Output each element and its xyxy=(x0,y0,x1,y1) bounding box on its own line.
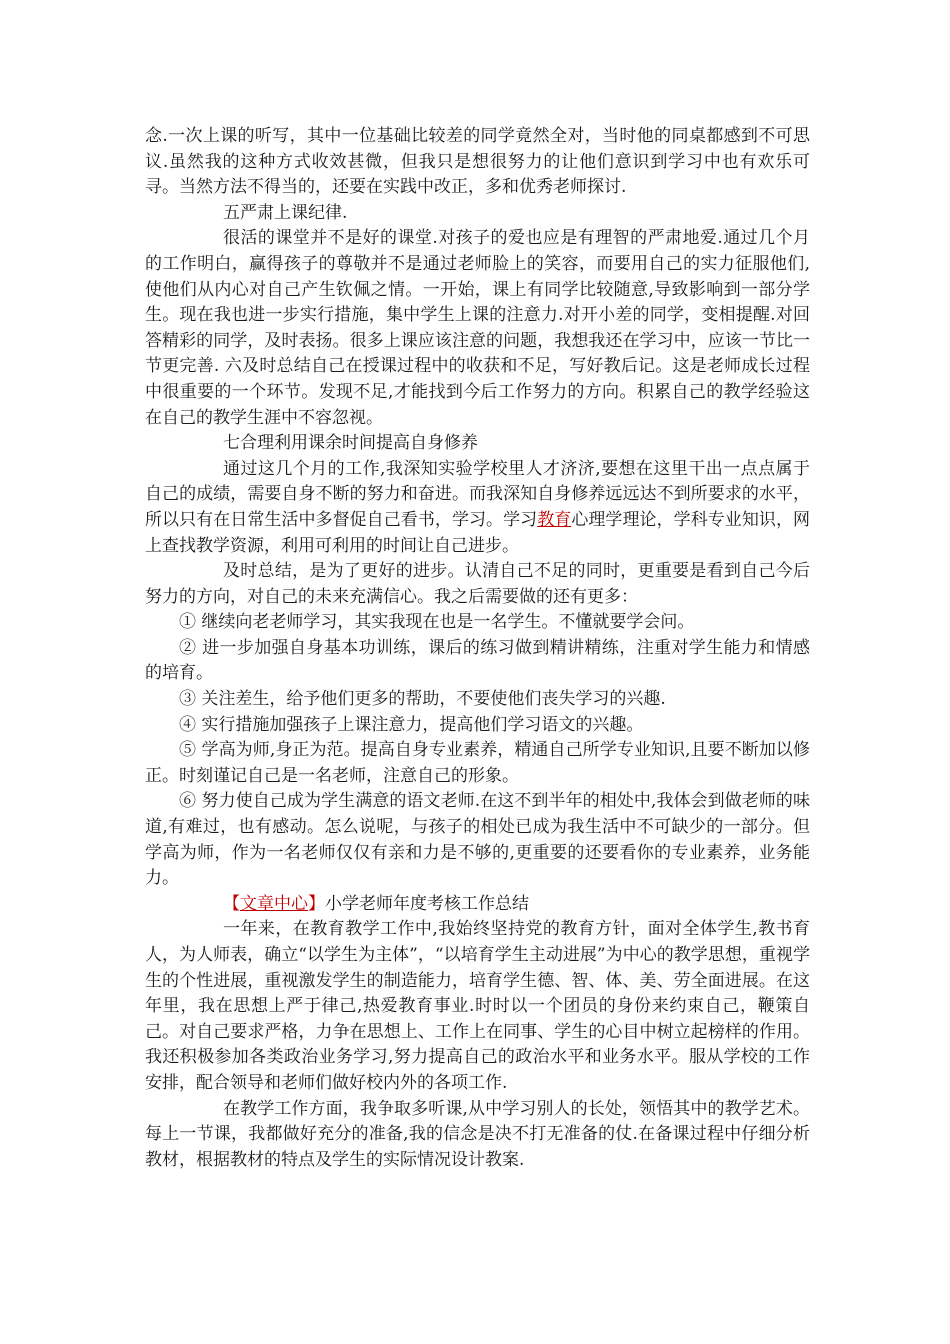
list-item-4: ④ 实行措施加强孩子上课注意力，提高他们学习语文的兴趣。 xyxy=(179,714,644,735)
paragraph-teaching-work: 在教学工作方面，我争取多听课,从中学习别人的长处，领悟其中的教学艺术。每上一节课，我都做好充分的准备,我的信念是决不打无准备的仗.在备课过程中仔细分析教材，根据教材的特点及学生的实际情况设计教案. xyxy=(145,1098,810,1170)
paragraph-listening-test: 念.一次上课的听写，其中一位基础比较差的同学竟然全对，当时他的同桌都感到不可思议.虽然我的这种方式收效甚微，但我只是想很努力的让他们意识到学习中也有欢乐可寻。当然方法不得当的，还要在实践中改正，多和优秀老师探讨. xyxy=(145,126,810,198)
paragraph-discipline: 很活的课堂并不是好的课堂.对孩子的爱也应是有理智的严肃地爱.通过几个月的工作明白，赢得孩子的尊敬并不是通过老师脸上的笑容，而要用自己的实力征服他们,使他们从内心对自己产生钦佩之情。一开始，课上有同学比较随意,导致影响到一部分学生。现在我也进一步实行措施，集中学生上课的注意力.对开小差的同学，变相提醒.对回答精彩的同学，及时表扬。很多上课应该注意的问题，我想我还在学习中，应该一节比一节更完善. 六及时总结自己在授课过程中的收获和不足，写好教后记。这是老师成长过程中很重要的一个环节。发现不足,才能找到今后工作努力的方向。积累自己的教学经验这在自己的教学生涯中不容忽视。 xyxy=(145,228,810,428)
heading-section-7: 七合理利用课余时间提高自身修养 xyxy=(223,433,478,454)
bracket-close: 】 xyxy=(308,893,325,914)
education-link[interactable]: 教育 xyxy=(537,509,572,530)
list-item-3: ③ 关注差生，给予他们更多的帮助，不要使他们丧失学习的兴趣. xyxy=(179,689,666,710)
paragraph-self-improvement-part1: 通过这几个月的工作,我深知实验学校里人才济济,要想在这里干出一点点属于自己的成绩，需要自身不断的努力和奋进。而我深知自身修养远远达不到所要求的水平，所以只有在日常生活中多督促自己看书，学习。学习 xyxy=(145,458,810,530)
article-title-line xyxy=(145,892,810,918)
paragraph-summary: 及时总结，是为了更好的进步。认清自己不足的同时，更重要是看到自己今后努力的方向，对自己的未来充满信心。我之后需要做的还有更多： xyxy=(145,561,810,607)
paragraph-self-improvement xyxy=(145,457,810,559)
article-title: 小学老师年度考核工作总结 xyxy=(325,893,529,914)
heading-section-5: 五严肃上课纪律. xyxy=(223,202,348,223)
list-item-5: ⑤ 学高为师,身正为范。提高自身专业素养，精通自己所学专业知识,且要不断加以修正。时刻谨记自己是一名老师，注意自己的形象。 xyxy=(145,740,810,786)
list-item-1: ① 继续向老老师学习，其实我现在也是一名学生。不懂就要学会问。 xyxy=(179,612,695,633)
list-item-6: ⑥ 努力使自己成为学生满意的语文老师.在这不到半年的相处中,我体会到做老师的味道,有难过，也有感动。怎么说呢，与孩子的相处已成为我生活中不可缺少的一部分。但学高为师，作为一名老师仅仅有亲和力是不够的,更重要的还要看你的专业素养，业务能力。 xyxy=(145,791,810,889)
document-body xyxy=(145,124,810,1173)
list-item-2: ② 进一步加强自身基本功训练，课后的练习做到精讲精练，注重对学生能力和情感的培育。 xyxy=(145,637,810,684)
paragraph-self-improvement-part2: 心理学理论，学科专业知识，网上查找教学资源，利用可利用的时间让自己进步。 xyxy=(145,509,811,556)
paragraph-year-review: 一年来，在教育教学工作中,我始终坚持党的教育方针，面对全体学生,教书育人，为人师表，确立“以学生为主体”，“以培育学生主动进展”为中心的教学思想，重视学生的个性进展，重视激发学生的制造能力，培育学生德、智、体、美、劳全面进展。在这年里，我在思想上严于律己,热爱教育事业.时时以一个团员的身份来约束自己，鞭策自己。对自己要求严格，力争在思想上、工作上在同事、学生的心目中树立起榜样的作用。我还积极参加各类政治业务学习,努力提高自己的政治水平和业务水平。服从学校的工作安排，配合领导和老师们做好校内外的各项工作. xyxy=(145,919,810,1093)
article-center-link[interactable]: 文章中心 xyxy=(240,893,308,914)
bracket-open: 【 xyxy=(223,893,240,914)
